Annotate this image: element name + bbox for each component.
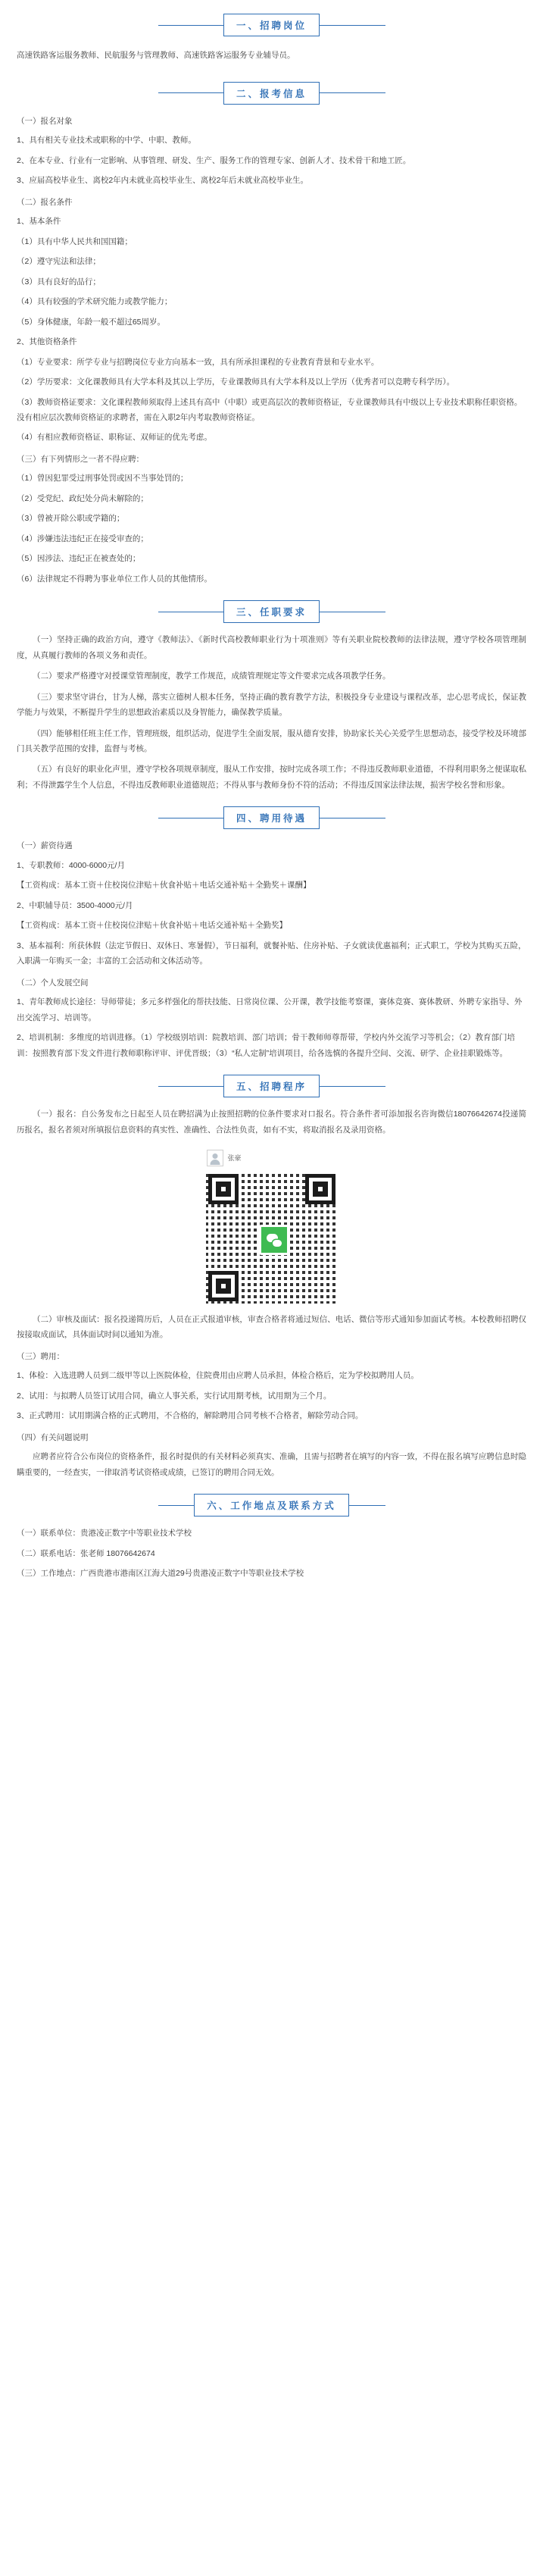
section-title-text: 三、任职要求	[223, 600, 320, 623]
paragraph: （1）曾因犯罪受过刑事处罚或因不当事处罚的；	[17, 474, 189, 484]
paragraph: （二）个人发展空间	[17, 978, 89, 988]
paragraph: （1）具有中华人民共和国国籍；	[17, 236, 133, 246]
paragraph: （4）具有较强的学术研究能力或教学能力；	[17, 297, 173, 307]
heading-rule-left	[158, 25, 224, 26]
section-title-text: 四、聘用待遇	[223, 806, 320, 829]
qr-finder-bottom-left-icon	[208, 1271, 239, 1301]
paragraph: （五）有良好的职业化声里，遵守学校各项规章制度，服从工作安排，按时完成各项工作；不得违反教师职业道德，不得利用职务之便谋取私利；不得泄露学生个人信息，不得违反教师职业道德规范；不得从事与教师身份不符的活动；不得违反国家法律法规，损害学校名誉和形象。	[17, 765, 526, 790]
paragraph: （三）有下列情形之一者不得应聘：	[17, 454, 144, 464]
paragraph: （3）教师资格证要求：文化课程教师须取得上述具有高中（中职）或更高层次的教师资格证，专业课教师具有中级以上专业技术职称任职资格。没有相应层次教师资格证的求聘者，需在入职2年内考取教师资格证。	[17, 397, 523, 422]
apply-info-body	[0, 114, 543, 587]
qr-finder-top-right-icon	[305, 1174, 335, 1204]
paragraph: （1）专业要求：所学专业与招聘岗位专业方向基本一致，具有所承担课程的专业教育背景和专业水平。	[17, 357, 379, 367]
paragraph: （3）具有良好的品行；	[17, 277, 101, 286]
paragraph: （5）身体健康，年龄一般不超过65周岁。	[17, 317, 166, 327]
contact-address: （三）工作地点：广西贵港市港南区江海大道29号贵港凌正数字中等职业技术学校	[17, 1569, 304, 1579]
paragraph: （2）受党纪、政纪处分尚未解除的；	[17, 493, 148, 503]
paragraph: （二）要求严格遵守对授课堂管理制度，教学工作规范，成绩管理规定等文件要求完成各项教学任务。	[33, 671, 391, 681]
section-title-text: 六、工作地点及联系方式	[194, 1494, 349, 1516]
paragraph: 2、试用：与拟聘人员签订试用合同，确立人事关系，实行试用期考核，试用期为三个月。	[17, 1391, 332, 1401]
section-title-text: 五、招聘程序	[223, 1075, 320, 1097]
section-heading-procedure	[158, 1075, 385, 1097]
section-title-text: 二、报考信息	[223, 82, 320, 105]
paragraph: （三）要求坚守讲台，甘为人梯，落实立德树人根本任务，坚持正确的教育教学方法，积极投身专业建设与课程改革，忠心思考成长，保证教学能力与效果，不断提升学生的思想政治素质以及身智能力，确保教学质量。	[17, 692, 526, 718]
document-page	[0, 14, 543, 1609]
paragraph: （三）聘用：	[17, 1351, 64, 1361]
paragraph: （四）能够相任班主任工作，管理班级，组织活动，促进学生全面发展，服从德育安排，协助家长关心关爱学生思想动态，接受学校及环境部门具关教学范围的安排，监督与考核。	[17, 728, 526, 753]
paragraph: 1、青年教师成长途径：导师带徒；多元多样强化的帮扶技能、日常岗位课、公开课，教学技能考察课，赛体竞赛、赛体教研、外聘专家指导、外出交流学习、培训等。	[17, 997, 523, 1022]
section-heading-apply-info	[158, 82, 385, 105]
paragraph: 【工资构成：基本工资＋住校岗位津贴＋伙食补贴＋电话交通补贴＋全勤奖】	[17, 921, 287, 931]
paragraph: 1、基本条件	[17, 217, 61, 227]
paragraph: 1、专职教师：4000-6000元/月	[17, 860, 125, 870]
paragraph: （3）曾被开除公职或学籍的；	[17, 514, 125, 524]
wechat-contact-card	[0, 1148, 543, 1304]
requirements-body	[0, 632, 543, 793]
section-heading-salary	[158, 806, 385, 829]
qr-finder-top-left-icon	[208, 1174, 239, 1204]
qr-code-icon[interactable]	[205, 1171, 339, 1304]
paragraph: （一）薪资待遇	[17, 841, 73, 851]
paragraph: 2、其他资格条件	[17, 337, 77, 347]
qr-card-header	[205, 1148, 339, 1171]
paragraph: 2、培训机制：多维度的培训进修。（1）学校级别培训：院教培训、部门培训；骨干教师师尊帮带，学校内外交流学习等机会；（2）教育部门培训：按照教育部下发文件进行教师职称评审、评优晋级；（3）“私人定制”培训项目，给各选慎的各提升空间、交流、研学、企业挂职锻炼等。	[17, 1033, 516, 1058]
contact-name: 张豪	[227, 1154, 242, 1163]
paragraph: 【工资构成：基本工资＋住校岗位津贴＋伙食补贴＋电话交通补贴＋全勤奖＋课酬】	[17, 881, 311, 890]
wechat-bubble-small	[273, 1240, 282, 1247]
paragraph: （4）有相应教师资格证、职称证、双师证的优先考虑。	[17, 433, 212, 443]
wechat-icon	[259, 1225, 289, 1255]
paragraph: （一）报名对象	[17, 116, 73, 126]
section-heading-positions	[158, 14, 385, 36]
contact-body	[0, 1526, 543, 1581]
paragraph: （6）法律规定不得聘为事业单位工作人员的其他情形。	[17, 574, 212, 584]
contact-phone: （二）联系电话：张老师 18076642674	[17, 1548, 155, 1558]
section-title-text: 一、招聘岗位	[223, 14, 320, 36]
heading-rule-right	[320, 25, 385, 26]
paragraph: （一）报名：自公务发布之日起至人员在聘招满为止按照招聘的位条件要求对口报名。符合条件者可添加报名咨询微信18076642674投递简历报名，报名者须对所填报信息资料的真实性、准确性、合法性负责，如有不实，将取消报名及录用资格。	[17, 1110, 526, 1135]
heading-rule-right	[320, 92, 385, 93]
paragraph: 3、基本福利：所获休假（法定节假日、双休日、寒暑假），节日福利，就餐补贴、住房补贴、子女就读优惠福利；正式职工，学校为其购买五险，入职满一年购买一金；丰富的工会活动和文体活动等。	[17, 941, 526, 966]
paragraph: （四）有关问题说明	[17, 1432, 89, 1442]
heading-rule-left	[158, 92, 224, 93]
section-heading-requirements	[158, 600, 385, 623]
section-heading-contact	[158, 1494, 385, 1516]
paragraph: 3、正式聘用：试用期满合格的正式聘用，不合格的，解除聘用合同考核不合格者，解除劳动合同。	[17, 1411, 364, 1421]
person-avatar-icon	[207, 1150, 223, 1166]
qr-card	[205, 1148, 339, 1304]
paragraph: （4）涉嫌违法违纪正在接受审查的；	[17, 534, 148, 543]
heading-rule-right	[320, 1086, 385, 1087]
paragraph: （一）坚持正确的政治方向，遵守《教师法》、《新时代高校教师职业行为十项准则》等有关职业院校教师的法律法规，遵守学校各项管理制度，从真履行教师的各项义务和责任。	[17, 635, 526, 660]
paragraph: （5）因涉法、违纪正在被查处的；	[17, 554, 141, 564]
paragraph: 3、应届高校毕业生、离校2年内未就业高校毕业生、离校2年后未就业高校毕业生。	[17, 176, 309, 186]
paragraph: （二）审核及面试：报名投递简历后，人员在正式报道审核，审查合格者将通过短信、电话、微信等形式通知参加面试考核。本校教师招聘仅按接取成面试，具体面试时间以通知为准。	[17, 1314, 526, 1340]
heading-rule-right	[349, 1505, 385, 1506]
paragraph: 1、具有相关专业技术或职称的中学、中职、教师。	[17, 136, 196, 146]
procedure-body	[0, 1106, 543, 1138]
heading-rule-left	[158, 1505, 195, 1506]
paragraph: 应聘者应符合公布岗位的资格条件，报名时提供的有关材料必须真实、准确，且需与招聘者在填写的内容一致，不得在报名填写应聘信息时隐瞒重要的，一经查实，一律取消考试资格或成绩，已签订的聘用合同无效。	[17, 1452, 526, 1477]
positions-intro: 高速铁路客运服务教师、民航服务与管理教师、高速铁路客运服务专业辅导员。	[17, 51, 295, 60]
salary-body	[0, 838, 543, 1061]
heading-rule-left	[158, 1086, 224, 1087]
paragraph: （2）遵守宪法和法律；	[17, 257, 101, 267]
paragraph: 1、体检：入选进聘人员到二级甲等以上医院体检，住院费用由应聘人员承担，体检合格后，定为学校拟聘用人员。	[17, 1371, 419, 1381]
contact-organization: （一）联系单位：贵港凌正数字中等职业技术学校	[17, 1529, 192, 1538]
procedure-body-2	[0, 1312, 543, 1480]
paragraph: 2、在本专业、行业有一定影响、从事管理、研发、生产、服务工作的管理专家、创新人才、技术骨干和地工匠。	[17, 155, 411, 165]
paragraph: （二）报名条件	[17, 197, 73, 207]
paragraph: （2）学历要求：文化课教师具有大学本科及其以上学历，专业课教师具有大学本科及以上学历（优秀者可以竞聘专科学历）。	[17, 377, 455, 387]
paragraph: 2、中职辅导员：3500-4000元/月	[17, 900, 133, 910]
